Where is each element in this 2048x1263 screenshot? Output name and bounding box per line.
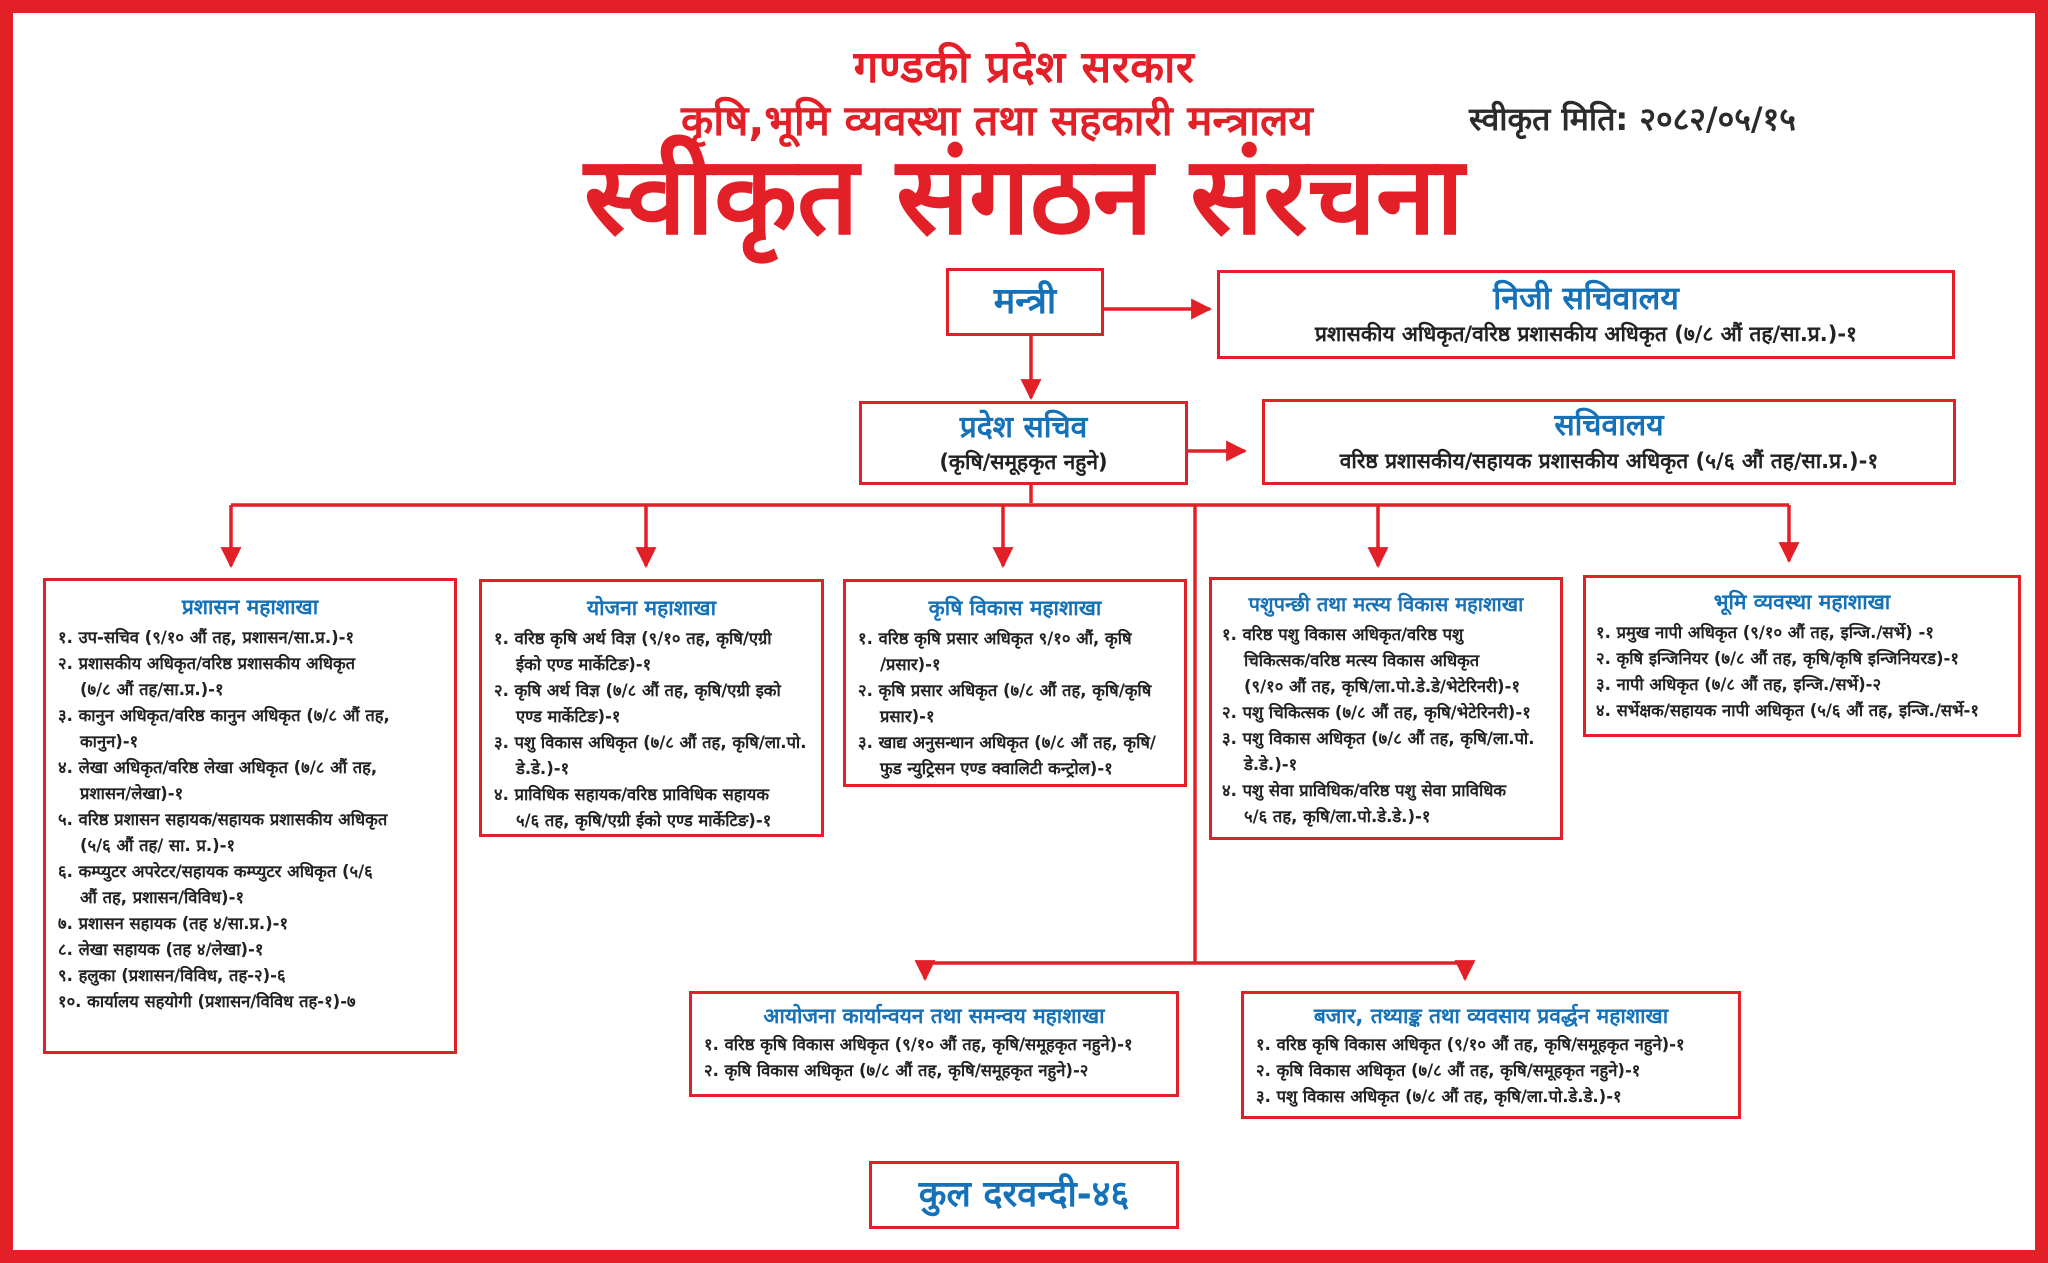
division-4-item: ४. सर्भेक्षक/सहायक नापी अधिकृत (५/६ औं तह, इन्जि./सर्भे-१ (1596, 701, 1979, 720)
division-box-agri (843, 579, 1187, 787)
division-1-item: ईको एण्ड मार्केटिङ)-१ (516, 655, 652, 674)
division-title-admin: प्रशासन महाशाखा (181, 595, 319, 619)
chart-title: स्वीकृत संगठन संरचना (584, 134, 1464, 259)
division-items-land (1596, 620, 2008, 724)
division-0-item: ३. कानुन अधिकृत/वरिष्ठ कानुन अधिकृत (७/८ औं तह, (58, 706, 390, 725)
division-3-item: ३. पशु विकास अधिकृत (७/८ औं तह, कृषि/ला.पो. (1222, 729, 1535, 748)
private-secretariat-detail: प्रशासकीय अधिकृत/वरिष्ठ प्रशासकीय अधिकृत (७/८ औं तह/सा.प्र.)-१ (1315, 322, 1857, 346)
division-2-item: /प्रसार)-१ (880, 655, 941, 674)
division-box-admin (43, 578, 457, 1054)
division-0-item: कानुन)-१ (80, 732, 139, 751)
division-2-item: प्रसार)-१ (880, 707, 935, 726)
secretariat-box (1262, 399, 1956, 485)
private-secretariat-box (1217, 270, 1955, 359)
division-0-item: ५. वरिष्ठ प्रशासन सहायक/सहायक प्रशासकीय अधिकृत (58, 810, 388, 829)
division-2-item: २. कृषि प्रसार अधिकृत (७/८ औं तह, कृषि/कृषि (858, 681, 1152, 700)
division-0-item: (५/६ औं तह/ सा. प्र.)-१ (80, 836, 236, 855)
lower-division-items-market (1256, 1032, 1726, 1110)
minister-box (946, 268, 1104, 336)
division-title-planning: योजना महाशाखा (586, 596, 717, 620)
division-2-item: ३. खाद्य अनुसन्धान अधिकृत (७/८ औं तह, कृषि/ (858, 733, 1156, 752)
division-0-item: २. प्रशासकीय अधिकृत/वरिष्ठ प्रशासकीय अधिकृत (58, 654, 356, 673)
division-0-item: प्रशासन/लेखा)-१ (80, 784, 184, 803)
govt-title: गण्डकी प्रदेश सरकार (853, 42, 1195, 93)
lower-division-items-implementation (704, 1032, 1164, 1084)
division-3-item: ४. पशु सेवा प्राविधिक/वरिष्ठ पशु सेवा प्राविधिक (1222, 781, 1507, 800)
division-3-item: ५/६ तह, कृषि/ला.पो.डे.डे.)-१ (1244, 807, 1431, 826)
division-0-item: १. उप-सचिव (९/१० औं तह, प्रशासन/सा.प्र.)-१ (58, 628, 355, 647)
ministry-title: कृषि,भूमि व्यवस्था तथा सहकारी मन्त्रालय (681, 96, 1313, 145)
total-posts-label: कुल दरवन्दी-४६ (918, 1174, 1130, 1215)
lower-division-1-item: ३. पशु विकास अधिकृत (७/८ औं तह, कृषि/ला.पो.डे.डे.)-१ (1256, 1087, 1622, 1106)
division-0-item: ६. कम्प्युटर अपरेटर/सहायक कम्प्युटर अधिकृत (५/६ (58, 862, 373, 881)
division-0-item: (७/८ औं तह/सा.प्र.)-१ (80, 680, 224, 699)
lower-division-title-market: बजार, तथ्याङ्क तथा व्यवसाय प्रवर्द्धन महाशाखा (1313, 1004, 1669, 1028)
division-box-livestock (1209, 577, 1563, 840)
division-0-item: औं तह, प्रशासन/विविध)-१ (80, 888, 245, 907)
secretary-detail: (कृषि/समूहकृत नहुने) (939, 450, 1108, 474)
division-title-agri: कृषि विकास महाशाखा (928, 596, 1102, 620)
approved-date: स्वीकृत मिति: २०८२/०५/१५ (1469, 100, 1796, 138)
division-title-livestock: पशुपन्छी तथा मत्स्य विकास महाशाखा (1248, 592, 1524, 616)
lower-division-0-item: २. कृषि विकास अधिकृत (७/८ औं तह, कृषि/समूहकृत नहुने)-२ (704, 1061, 1089, 1080)
division-items-livestock (1222, 622, 1550, 830)
division-1-item: ५/६ तह, कृषि/एग्री ईको एण्ड मार्केटिङ)-१ (516, 811, 772, 830)
lower-division-0-item: १. वरिष्ठ कृषि विकास अधिकृत (९/१० औं तह, कृषि/समूहकृत नहुने)-१ (704, 1035, 1133, 1054)
division-3-item: १. वरिष्ठ पशु विकास अधिकृत/वरिष्ठ पशु (1222, 625, 1464, 644)
division-1-item: २. कृषि अर्थ विज्ञ (७/८ औं तह, कृषि/एग्री इको (494, 681, 781, 700)
division-box-land (1583, 575, 2021, 737)
lower-division-box-market (1241, 991, 1741, 1119)
division-3-item: डे.डे.)-१ (1244, 755, 1298, 774)
division-1-item: डे.डे.)-१ (516, 759, 570, 778)
division-2-item: १. वरिष्ठ कृषि प्रसार अधिकृत ९/१० औं, कृषि (858, 629, 1132, 648)
division-1-item: १. वरिष्ठ कृषि अर्थ विज्ञ (९/१० तह, कृषि/एग्री (494, 629, 772, 648)
division-4-item: ३. नापी अधिकृत (७/८ औं तह, इन्जि./सर्भे)-२ (1596, 675, 1882, 694)
division-0-item: ४. लेखा अधिकृत/वरिष्ठ लेखा अधिकृत (७/८ औं तह, (58, 758, 378, 777)
division-0-item: १०. कार्यालय सहयोगी (प्रशासन/विविध तह-१)-७ (58, 992, 356, 1011)
secretary-box (859, 401, 1188, 485)
minister-label: मन्त्री (993, 281, 1057, 322)
division-1-item: ३. पशु विकास अधिकृत (७/८ औं तह, कृषि/ला.पो. (494, 733, 807, 752)
division-4-item: २. कृषि इन्जिनियर (७/८ औं तह, कृषि/कृषि इन्जिनियरड)-१ (1596, 649, 1959, 668)
division-3-item: (९/१० औं तह, कृषि/ला.पो.डे.डे/भेटेरिनरी)-१ (1244, 677, 1521, 696)
division-1-item: एण्ड मार्केटिङ)-१ (516, 707, 621, 726)
division-3-item: २. पशु चिकित्सक (७/८ औं तह, कृषि/भेटेरिनरी)-१ (1222, 703, 1531, 722)
lower-division-1-item: २. कृषि विकास अधिकृत (७/८ औं तह, कृषि/समूहकृत नहुने)-१ (1256, 1061, 1641, 1080)
division-1-item: ४. प्राविधिक सहायक/वरिष्ठ प्राविधिक सहायक (494, 785, 770, 804)
lower-division-1-item: १. वरिष्ठ कृषि विकास अधिकृत (९/१० औं तह, कृषि/समूहकृत नहुने)-१ (1256, 1035, 1685, 1054)
division-3-item: चिकित्सक/वरिष्ठ मत्स्य विकास अधिकृत (1244, 651, 1480, 670)
division-4-item: १. प्रमुख नापी अधिकृत (९/१० औं तह, इन्जि./सर्भे) -१ (1596, 623, 1934, 642)
division-2-item: फुड न्युट्रिसन एण्ड क्वालिटी कन्ट्रोल)-१ (880, 759, 1113, 778)
secretariat-title: सचिवालय (1554, 408, 1664, 443)
division-items-admin (58, 625, 442, 1015)
division-items-agri (858, 626, 1172, 782)
secretary-title: प्रदेश सचिव (959, 410, 1088, 445)
private-secretariat-title: निजी सचिवालय (1493, 279, 1679, 317)
division-box-planning (479, 579, 824, 837)
division-0-item: ८. लेखा सहायक (तह ४/लेखा)-१ (58, 940, 264, 959)
division-0-item: ९. हलुका (प्रशासन/विविध, तह-२)-६ (58, 966, 286, 985)
lower-division-box-implementation (689, 991, 1179, 1097)
lower-division-title-implementation: आयोजना कार्यान्वयन तथा समन्वय महाशाखा (763, 1004, 1105, 1028)
division-0-item: ७. प्रशासन सहायक (तह ४/सा.प्र.)-१ (58, 914, 289, 933)
total-posts-box (869, 1161, 1179, 1229)
secretariat-detail: वरिष्ठ प्रशासकीय/सहायक प्रशासकीय अधिकृत (५/६ औं तह/सा.प्र.)-१ (1339, 449, 1879, 473)
division-items-planning (494, 626, 809, 834)
division-title-land: भूमि व्यवस्था महाशाखा (1713, 590, 1891, 614)
